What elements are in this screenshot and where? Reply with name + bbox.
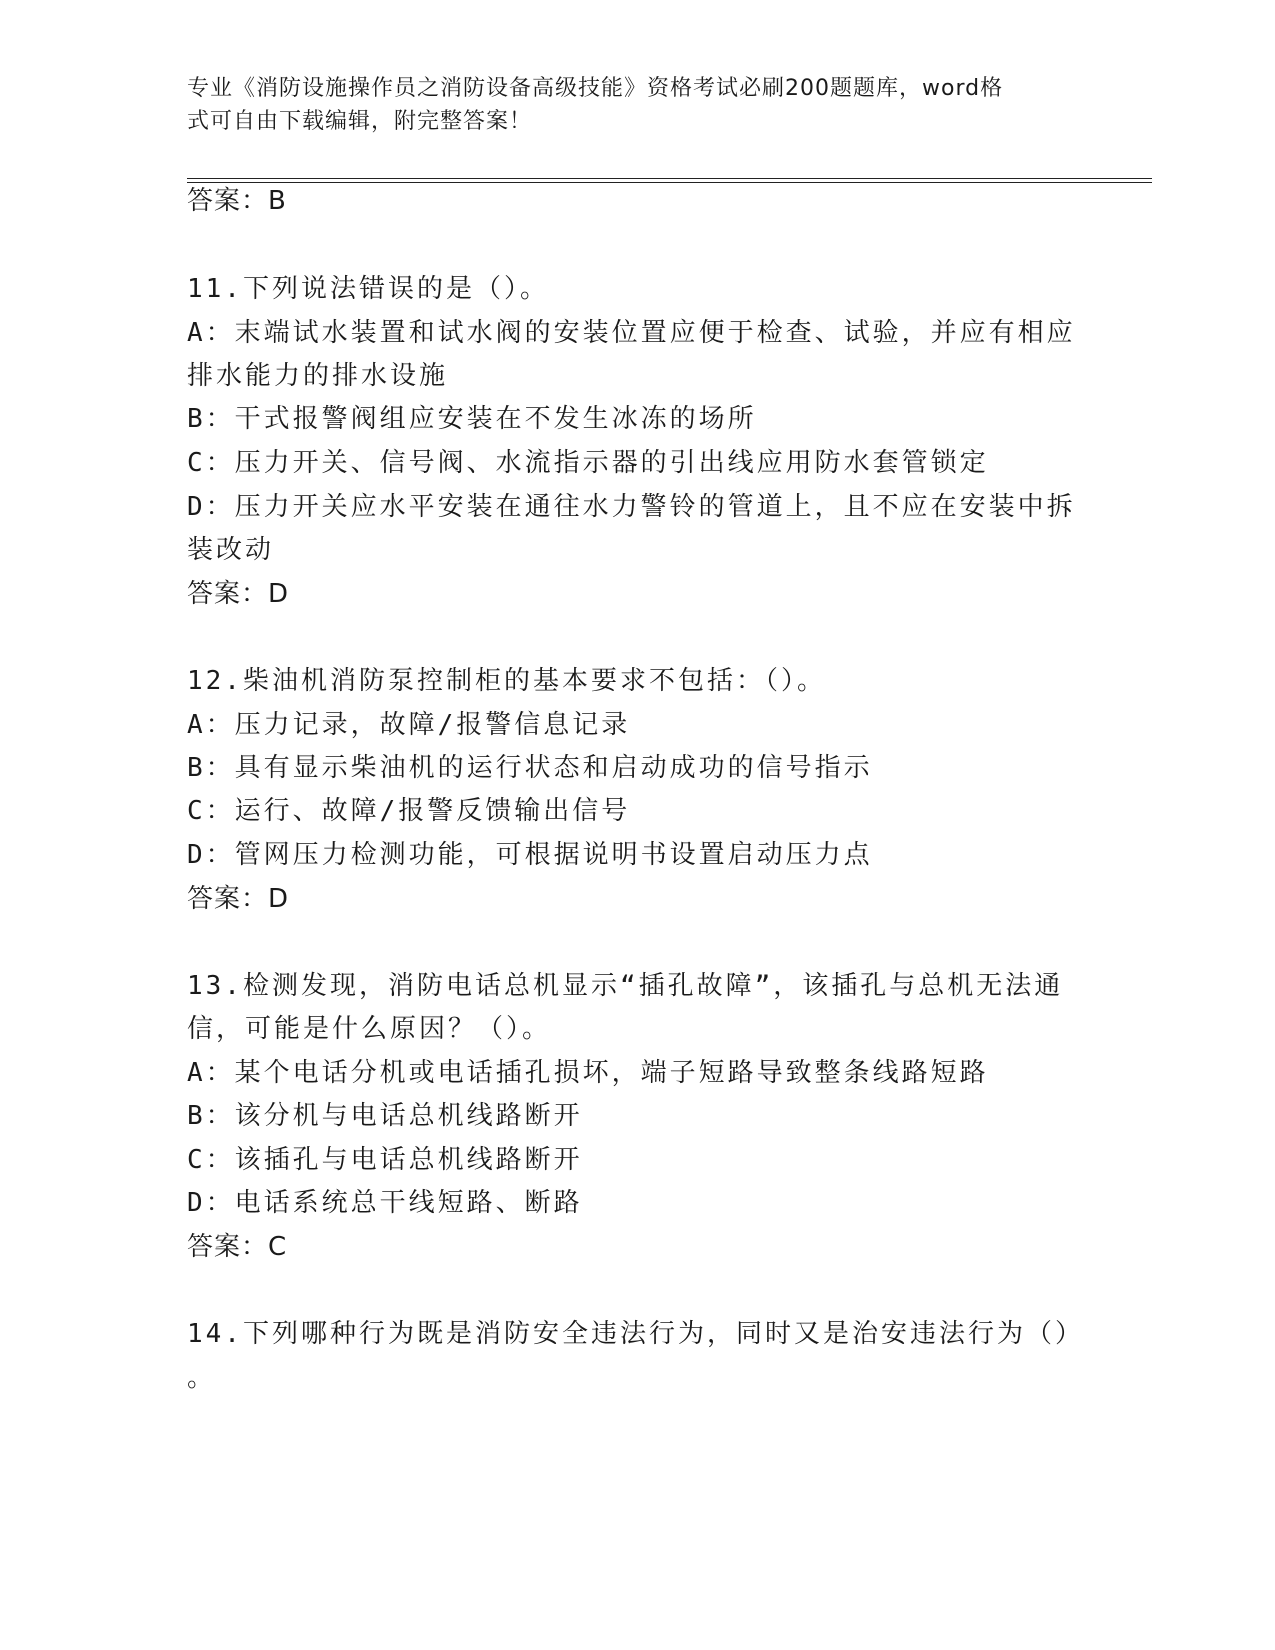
question-14-stem-cont: 。	[187, 1363, 217, 1393]
header-divider-bottom	[187, 182, 1152, 183]
question-11-option-d-cont: 装改动	[187, 535, 275, 565]
document-header	[187, 72, 1067, 138]
question-12-option-b: B：具有显示柴油机的运行状态和启动成功的信号指示	[187, 753, 873, 783]
question-14-stem: 14.下列哪种行为既是消防安全违法行为，同时又是治安违法行为（）	[187, 1319, 1084, 1349]
question-13-option-a: A：某个电话分机或电话插孔损坏，端子短路导致整条线路短路	[187, 1058, 989, 1088]
question-12-stem: 12.柴油机消防泵控制柜的基本要求不包括：（）。	[187, 666, 826, 696]
previous-answer: 答案：B	[187, 186, 287, 216]
question-11-option-a: A：末端试水装置和试水阀的安装位置应便于检查、试验，并应有相应	[187, 318, 1076, 348]
question-12-answer: 答案：D	[187, 884, 290, 914]
question-11-stem: 11.下列说法错误的是（）。	[187, 274, 549, 304]
question-13-answer: 答案：C	[187, 1232, 288, 1262]
question-12-option-a: A：压力记录，故障/报警信息记录	[187, 710, 631, 740]
question-13-option-b: B：该分机与电话总机线路断开	[187, 1101, 583, 1131]
question-11-option-b: B：干式报警阀组应安装在不发生冰冻的场所	[187, 404, 757, 434]
question-13-option-c: C：该插孔与电话总机线路断开	[187, 1145, 583, 1175]
header-line-1: 专业《消防设施操作员之消防设备高级技能》资格考试必刷200题题库，word格	[187, 76, 1004, 101]
question-11-option-d: D：压力开关应水平安装在通往水力警铃的管道上，且不应在安装中拆	[187, 492, 1076, 522]
question-13-option-d: D：电话系统总干线短路、断路	[187, 1188, 583, 1218]
header-divider-top	[187, 178, 1152, 179]
question-11-answer: 答案：D	[187, 579, 290, 609]
question-13-stem: 13.检测发现，消防电话总机显示“插孔故障”，该插孔与总机无法通	[187, 971, 1064, 1001]
question-12-option-d: D：管网压力检测功能，可根据说明书设置启动压力点	[187, 840, 873, 870]
question-11-option-a-cont: 排水能力的排水设施	[187, 361, 449, 391]
question-13-stem-cont: 信，可能是什么原因？（）。	[187, 1014, 552, 1044]
question-12-option-c: C：运行、故障/报警反馈输出信号	[187, 796, 631, 826]
question-11-option-c: C：压力开关、信号阀、水流指示器的引出线应用防水套管锁定	[187, 448, 989, 478]
header-line-2: 式可自由下载编辑，附完整答案！	[187, 109, 533, 134]
